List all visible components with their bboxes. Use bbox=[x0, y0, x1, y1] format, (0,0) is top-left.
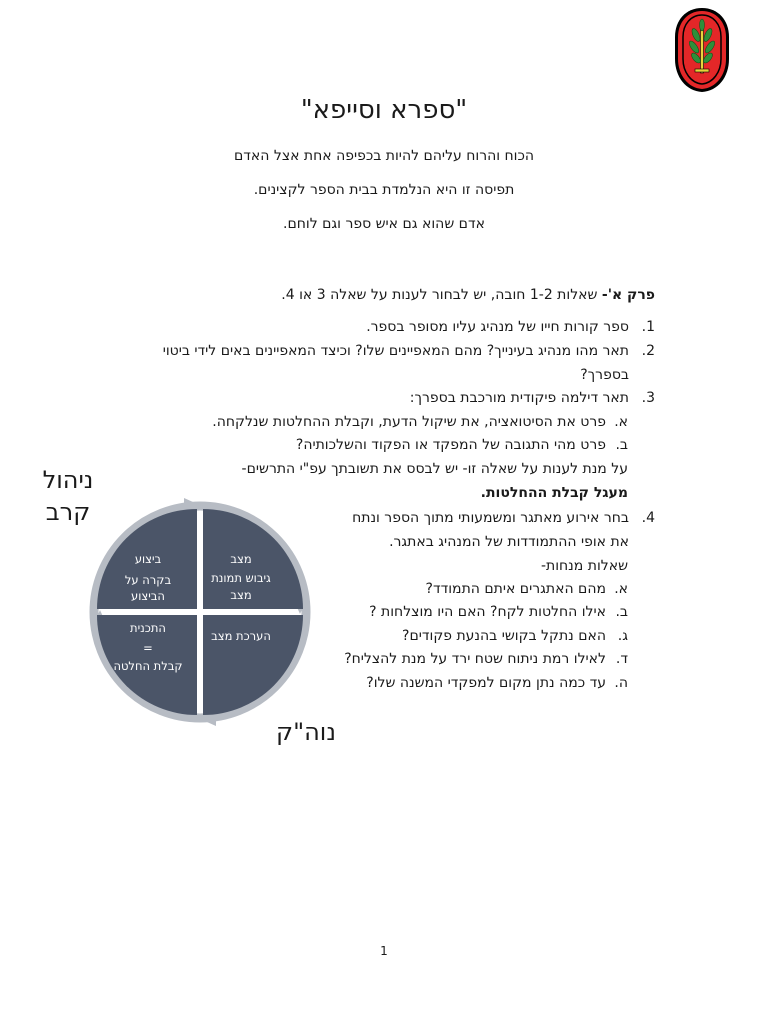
quadrant-line: בקרה על bbox=[124, 573, 172, 587]
quadrant-line: = bbox=[143, 641, 153, 655]
sub-text: אילו החלטות לקח? האם היו מוצלחות ? bbox=[369, 604, 606, 620]
sub-letter: ה. bbox=[614, 675, 628, 691]
question-3 bbox=[95, 387, 655, 411]
sub-text: עד כמה נתן מקום למפקדי המשנה שלו? bbox=[366, 675, 606, 691]
part-a-label: פרק א'- bbox=[601, 287, 655, 303]
sub-text: מהם האתגרים איתם התמודד? bbox=[425, 581, 606, 597]
question-2 bbox=[95, 340, 655, 387]
intro-line: אדם שהוא גם איש ספר וגם לוחם. bbox=[283, 216, 485, 232]
sub-letter: א. bbox=[614, 414, 628, 430]
quadrant-line: הביצוע bbox=[131, 589, 165, 603]
part-a-text: שאלות 1-2 חובה, יש לבחור לענות על שאלה 3 או 4. bbox=[281, 287, 602, 303]
page-title: "ספרא וסייפא" bbox=[300, 95, 468, 125]
question-number: 4. bbox=[641, 510, 655, 526]
sub-letter: ב. bbox=[615, 604, 628, 620]
guide-questions-heading: שאלות מנחות- bbox=[540, 558, 628, 574]
diagram-label-procedure: נוה"ק bbox=[276, 718, 336, 746]
question-text-continued: את אופי ההתמודדות של המנהיג באתגר. bbox=[389, 533, 629, 550]
sub-text: האם נתקל בקושי בהנעת פקודים? bbox=[402, 628, 606, 644]
quadrant-title: התכנית bbox=[130, 621, 166, 635]
intro-line: תפיסה זו היא הנלמדת בבית הספר לקצינים. bbox=[253, 182, 515, 198]
sub-letter: ב. bbox=[615, 437, 628, 453]
question-3b bbox=[68, 434, 628, 458]
quadrant-title: הערכת מצב bbox=[211, 629, 271, 643]
cycle-ring bbox=[94, 506, 306, 718]
quadrant-line: גיבוש תמונת bbox=[211, 571, 271, 585]
part-a-heading bbox=[95, 284, 655, 308]
sub-text: לאילו רמת ניתוח שטח ירד על מנת להצליח? bbox=[344, 651, 606, 667]
idf-emblem-icon bbox=[674, 7, 730, 93]
question-text: תאר מהו מנהיג בעינייך? מהם המאפיינים שלו? וכיצד המאפיינים באים לידי ביטוי bbox=[162, 343, 629, 359]
quadrant-line: קבלת החלטה bbox=[113, 659, 183, 673]
sub-letter: ד. bbox=[615, 651, 628, 667]
quadrant-situation bbox=[203, 509, 303, 609]
question-text: תאר דילמה פיקודית מורכבת בספרך: bbox=[409, 390, 629, 406]
question-number: 1. bbox=[641, 319, 655, 335]
sub-text: פרט מהי התגובה של המפקד או הפקוד והשלכותיה? bbox=[295, 437, 606, 453]
quadrant-title: ביצוע bbox=[134, 552, 162, 566]
question-3a bbox=[68, 411, 628, 435]
question-number: 2. bbox=[641, 343, 655, 359]
decision-cycle-diagram bbox=[78, 490, 323, 735]
sub-letter: א. bbox=[614, 581, 628, 597]
question-3-cycle-ref: מעגל קבלת ההחלטות. bbox=[480, 485, 628, 501]
diagram-label-battle-management: ניהול קרב bbox=[42, 466, 94, 526]
question-text-continued: בספרך? bbox=[580, 366, 629, 383]
question-text: בחר אירוע מאתגר ומשמעותי מתוך הספר ונתח bbox=[352, 510, 629, 526]
sub-text: פרט את הסיטואציה, את שיקול הדעת, וקבלת ההחלטות שנלקחה. bbox=[212, 414, 606, 430]
sub-letter: ג. bbox=[617, 628, 628, 644]
page-number: 1 bbox=[380, 944, 388, 958]
intro-line: הכוח והרוח עליהם להיות בכפיפה אחת אצל האדם bbox=[233, 148, 535, 164]
quadrant-title: מצב bbox=[230, 552, 252, 566]
question-3-note: על מנת לענות על שאלה זו- יש לבסס את תשובתך עפ"י התרשים- bbox=[241, 461, 628, 477]
question-text: ספר קורות חייו של מנהיג עליו מסופר בספר. bbox=[366, 319, 629, 335]
question-number: 3. bbox=[641, 390, 655, 406]
quadrant-line: מצב bbox=[230, 588, 252, 602]
question-1 bbox=[95, 316, 655, 340]
